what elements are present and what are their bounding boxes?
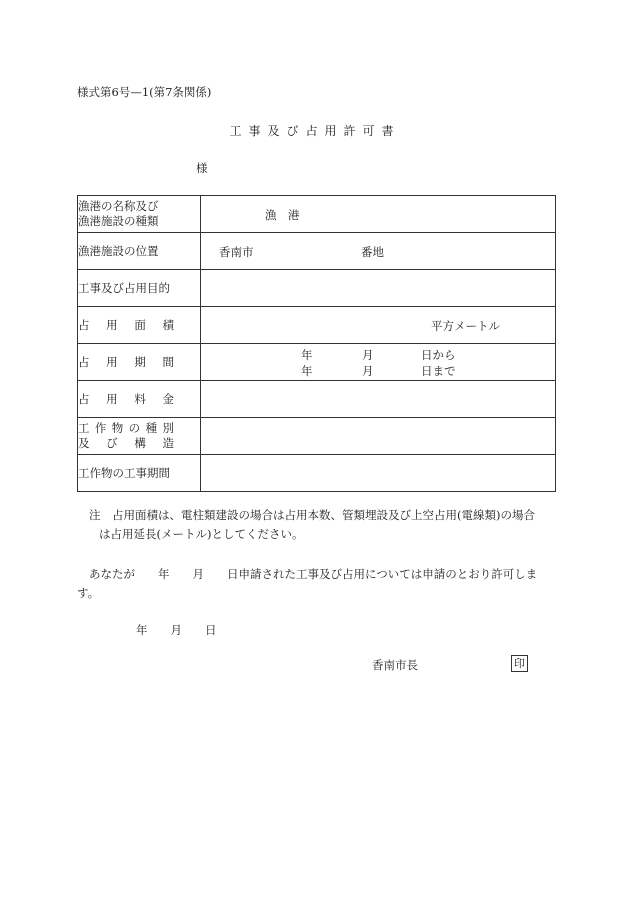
note-line1: 注 占用面積は、電柱類建設の場合は占用本数、管類埋設及び上空占用(電線類)の場合 [89,508,535,522]
label-char: 金 [162,392,174,406]
period-to-year: 年 [301,364,313,378]
period-to-month: 月 [362,364,374,378]
label-port-name [78,196,201,233]
label-char: 期 [134,355,146,369]
row-fee [78,381,556,418]
lot-number-suffix: 番地 [361,245,384,259]
label-fee [78,381,201,418]
row-period [78,344,556,381]
label-line1: 工 作 物 の 種 別 [78,421,174,435]
label-structure [78,418,201,455]
row-purpose [78,270,556,307]
period-from-year: 年 [301,348,313,362]
label-line1: 漁港の名称及び [78,199,159,213]
label-char: 料 [134,392,146,406]
label-char: 間 [162,355,174,369]
value-location[interactable] [201,233,556,270]
area-unit: 平方メートル [431,319,500,333]
label-char: 占 [78,392,90,406]
label-char: 積 [162,318,174,332]
value-port-name[interactable] [201,196,556,233]
row-area [78,307,556,344]
note-line2: は占用延長(メートル)としてください。 [99,527,304,541]
row-structure [78,418,556,455]
row-location [78,233,556,270]
permit-table [77,195,556,492]
seal-icon: 印 [511,655,528,672]
value-structure[interactable] [201,418,556,455]
label-work-period: 工作物の工事期間 [78,455,201,492]
label-line2: 及 び 構 造 [78,436,174,450]
permission-statement: あなたが 年 月 日申請された工事及び占用については申請のとおり許可します。 [77,567,538,600]
form-number: 様式第6号—1(第7条関係) [77,85,212,99]
value-work-period[interactable] [201,455,556,492]
label-char: 面 [134,318,146,332]
value-period[interactable] [201,344,556,381]
row-name [78,196,556,233]
label-char: 用 [106,355,118,369]
label-char: 占 [78,355,90,369]
city-text: 香南市 [219,245,254,259]
label-area [78,307,201,344]
label-char: 用 [106,392,118,406]
label-location: 漁港施設の位置 [78,233,201,270]
period-from-month: 月 [362,348,374,362]
label-char: 占 [78,318,90,332]
value-purpose[interactable] [201,270,556,307]
issuer-name: 香南市長 [372,658,418,672]
label-char: 用 [106,318,118,332]
label-line2: 漁港施設の種類 [78,214,159,228]
value-fee[interactable] [201,381,556,418]
row-work-period [78,455,556,492]
period-from-day: 日から [421,348,456,362]
label-period [78,344,201,381]
port-type-text: 漁 港 [265,208,300,222]
period-to-day: 日まで [421,364,456,378]
addressee-suffix: 様 [196,161,208,175]
note [89,506,535,544]
issue-date: 年 月 日 [136,623,217,637]
document-title: 工事及び占用許可書 [229,124,401,138]
value-area[interactable] [201,307,556,344]
label-purpose: 工事及び占用目的 [78,270,201,307]
